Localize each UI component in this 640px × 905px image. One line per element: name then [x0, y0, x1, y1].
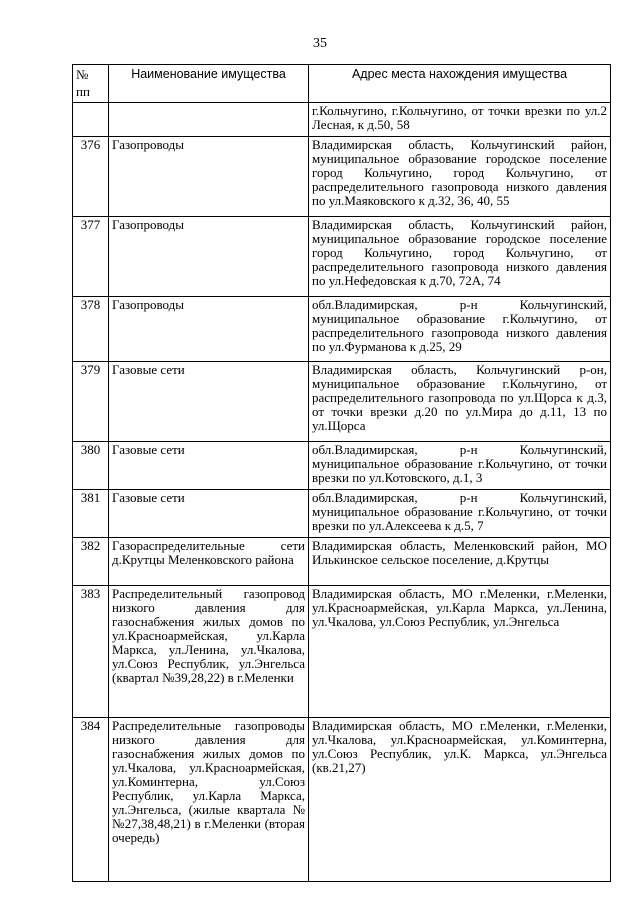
row-number [73, 103, 109, 137]
row-number: 379 [73, 362, 109, 442]
table-row [73, 103, 611, 137]
header-address: Адрес места нахождения имущества [309, 65, 611, 103]
table-row [73, 586, 611, 718]
row-name: Газопроводы [109, 297, 309, 362]
row-number: 380 [73, 442, 109, 490]
row-name [109, 103, 309, 137]
row-number: 378 [73, 297, 109, 362]
table-row [73, 490, 611, 538]
row-address: обл.Владимирская, р-н Кольчугинский, муниципальное образование г.Кольчугино, от распределительного газопровода низкого давления по ул.Фурманова к д.25, 29 [309, 297, 611, 362]
header-number: № пп [73, 65, 109, 103]
page-number: 35 [313, 36, 327, 51]
row-address: обл.Владимирская, р-н Кольчугинский, муниципальное образование г.Кольчугино, от точки врезки по ул.Алексеева к д.5, 7 [309, 490, 611, 538]
row-name: Газопроводы [109, 137, 309, 217]
header-name: Наименование имущества [109, 65, 309, 103]
row-number: 381 [73, 490, 109, 538]
row-address: Владимирская область, МО г.Меленки, г.Меленки, ул.Красноармейская, ул.Карла Маркса, ул.Ленина, ул.Чкалова, ул.Союз Республик, ул.Энгельса [309, 586, 611, 718]
row-address: Владимирская область, Кольчугинский район, муниципальное образование городское поселение город Кольчугино, город Кольчугино, от распределительного газопровода низкого давления по ул.Нефедовская к д.70, 72А, 74 [309, 217, 611, 297]
row-number: 382 [73, 538, 109, 586]
row-number: 384 [73, 718, 109, 882]
property-table [72, 64, 611, 882]
row-name: Газовые сети [109, 362, 309, 442]
row-name: Газовые сети [109, 490, 309, 538]
row-address: Владимирская область, Кольчугинский р-он, муниципальное образование г.Кольчугино, от распределительного газопровода по ул.Щорса к д.3, от точки врезки д.20 по ул.Мира до д.11, 13 по ул.Щорса [309, 362, 611, 442]
row-address: Владимирская область, МО г.Меленки, г.Меленки, ул.Чкалова, ул.Красноармейская, ул.Коминтерна, ул.Союз Республик, ул.К. Маркса, ул.Энгельса (кв.21,27) [309, 718, 611, 882]
row-name: Газораспределительные сети д.Крутцы Меленковского района [109, 538, 309, 586]
table-row [73, 718, 611, 882]
row-name: Газопроводы [109, 217, 309, 297]
table-row [73, 217, 611, 297]
row-number: 383 [73, 586, 109, 718]
row-name: Распределительные газопроводы низкого давления для газоснабжения жилых домов по ул.Чкалова, ул.Красноармейская, ул.Коминтерна, ул.Союз Республик, ул.Карла Маркса, ул.Энгельса, (жилые квартала №№27,38,48,21) в г.Меленки (вторая очередь) [109, 718, 309, 882]
row-address: г.Кольчугино, г.Кольчугино, от точки врезки по ул.2 Лесная, к д.50, 58 [309, 103, 611, 137]
row-number: 377 [73, 217, 109, 297]
table-row [73, 442, 611, 490]
row-number: 376 [73, 137, 109, 217]
table-row [73, 362, 611, 442]
row-name: Распределительный газопровод низкого давления для газоснабжения жилых домов по ул.Красноармейская, ул.Карла Маркса, ул.Ленина, ул.Чкалова, ул.Союз Республик, ул.Энгельса (квартал №39,28,22) в г.Меленки [109, 586, 309, 718]
table-header-row [73, 65, 611, 103]
row-address: Владимирская область, Меленковский район, МО Илькинское сельское поселение, д.Крутцы [309, 538, 611, 586]
row-address: обл.Владимирская, р-н Кольчугинский, муниципальное образование г.Кольчугино, от точки врезки по ул.Котовского, д.1, 3 [309, 442, 611, 490]
row-address: Владимирская область, Кольчугинский район, муниципальное образование городское поселение город Кольчугино, город Кольчугино, от распределительного газопровода низкого давления по ул.Маяковского к д.32, 36, 40, 55 [309, 137, 611, 217]
table-row [73, 538, 611, 586]
table-row [73, 297, 611, 362]
table-row [73, 137, 611, 217]
row-name: Газовые сети [109, 442, 309, 490]
